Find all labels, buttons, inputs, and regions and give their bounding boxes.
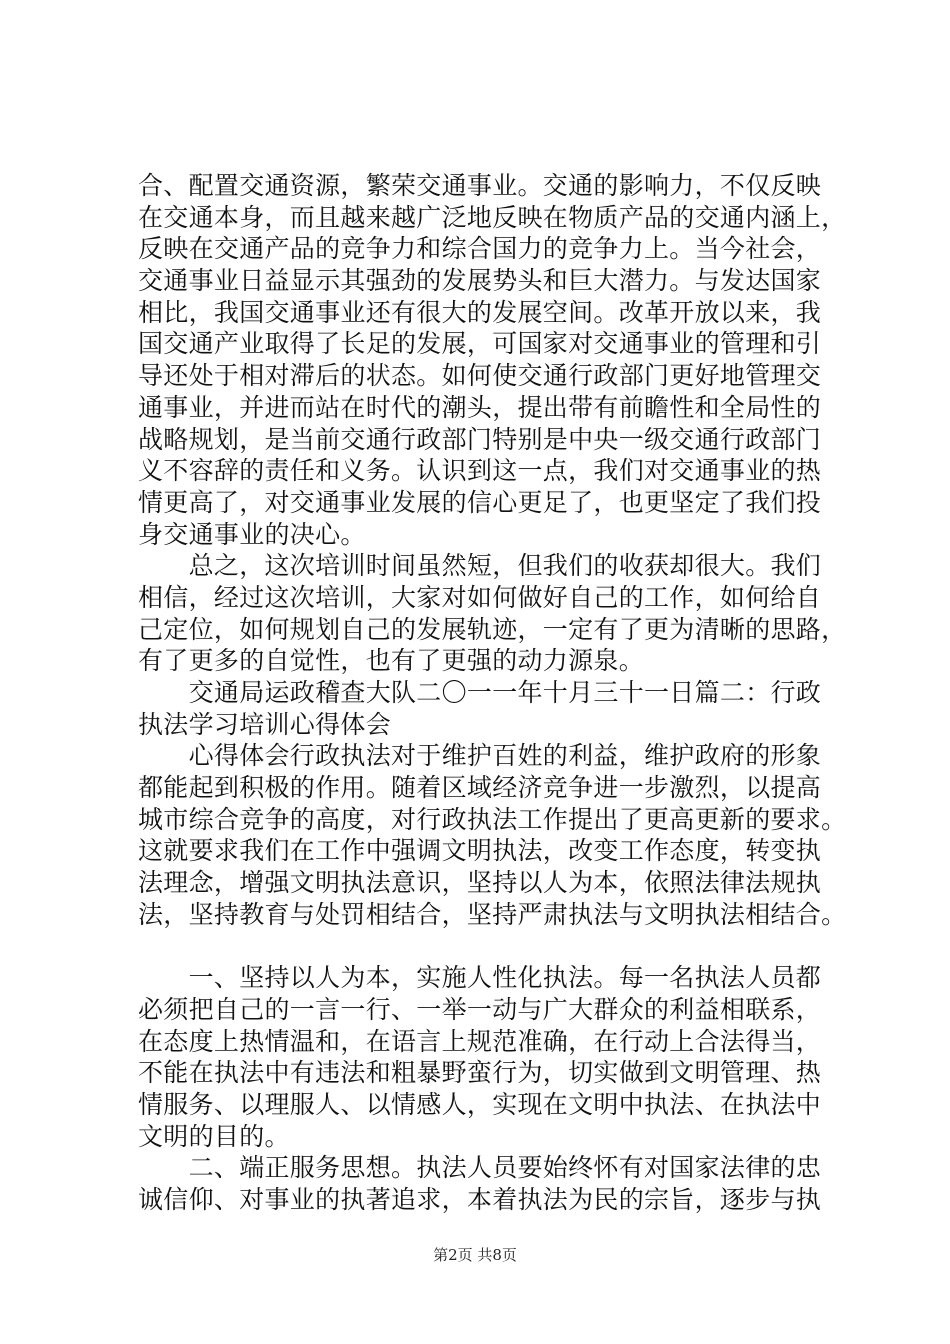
text-line: 城市综合竞争的高度，对行政执法工作提出了更高更新的要求。 (138, 804, 847, 834)
text-line: 法理念，增强文明执法意识，坚持以人为本，依照法律法规执 (138, 868, 822, 898)
text-line: 在态度上热情温和，在语言上规范准确，在行动上合法得当， (138, 1026, 822, 1056)
text-line: 诚信仰、对事业的执著追求，本着执法为民的宗旨，逐步与执 (138, 1185, 822, 1214)
text-line: 情服务、以理服人、以情感人，实现在文明中执法、在执法中 (138, 1089, 822, 1119)
paragraph-3 (138, 677, 828, 740)
text-line: 总之，这次培训时间虽然短，但我们的收获却很大。我们 (138, 551, 822, 581)
text-line: 执法学习培训心得体会 (138, 709, 392, 739)
text-line: 情更高了，对交通事业发展的信心更足了，也更坚定了我们投 (138, 487, 822, 517)
paragraph-6 (138, 1152, 828, 1215)
paragraph-1 (138, 170, 847, 550)
text-line: 必须把自己的一言一行、一举一动与广大群众的利益相联系， (138, 994, 822, 1024)
text-line: 反映在交通产品的竞争力和综合国力的竞争力上。当今社会， (138, 234, 822, 264)
text-line: 在交通本身，而且越来越广泛地反映在物质产品的交通内涵上， (138, 202, 847, 232)
text-line: 一、坚持以人为本，实施人性化执法。每一名执法人员都 (138, 963, 822, 993)
paragraph-5 (138, 962, 828, 1152)
text-line: 不能在执法中有违法和粗暴野蛮行为，切实做到文明管理、热 (138, 1058, 822, 1088)
text-line: 有了更多的自觉性，也有了更强的动力源泉。 (138, 646, 645, 676)
text-line: 都能起到积极的作用。随着区域经济竞争进一步激烈，以提高 (138, 773, 822, 803)
text-line: 国交通产业取得了长足的发展，可国家对交通事业的管理和引 (138, 329, 822, 359)
text-line: 二、端正服务思想。执法人员要始终怀有对国家法律的忠 (138, 1153, 822, 1183)
text-line: 法，坚持教育与处罚相结合，坚持严肃执法与文明执法相结合。 (138, 899, 847, 929)
text-line: 交通局运政稽查大队二〇一一年十月三十一日篇二：行政 (138, 678, 822, 707)
text-line: 相信，经过这次培训，大家对如何做好自己的工作，如何给自 (138, 582, 822, 612)
text-line: 战略规划，是当前交通行政部门特别是中央一级交通行政部门 (138, 424, 822, 454)
text-line: 心得体会行政执法对于维护百姓的利益，维护政府的形象 (138, 741, 822, 771)
text-line: 导还处于相对滞后的状态。如何使交通行政部门更好地管理交 (138, 361, 822, 391)
text-line: 身交通事业的决心。 (138, 519, 366, 549)
document-body (138, 170, 847, 1216)
text-line: 通事业，并进而站在时代的潮头，提出带有前瞻性和全局性的 (138, 392, 822, 422)
text-line: 相比，我国交通事业还有很大的发展空间。改革开放以来，我 (138, 297, 822, 327)
paragraph-2 (138, 550, 847, 677)
page-number-footer: 第2页 共8页 (433, 1246, 517, 1264)
text-line: 文明的目的。 (138, 1121, 290, 1151)
text-line: 合、配置交通资源，繁荣交通事业。交通的影响力，不仅反映 (138, 171, 822, 200)
paragraph-4 (138, 740, 847, 930)
blank-line (138, 931, 828, 963)
text-line: 交通事业日益显示其强劲的发展势头和巨大潜力。与发达国家 (138, 266, 822, 296)
text-line: 义不容辞的责任和义务。认识到这一点，我们对交通事业的热 (138, 456, 822, 486)
text-line: 这就要求我们在工作中强调文明执法，改变工作态度，转变执 (138, 836, 822, 866)
text-line: 己定位，如何规划自己的发展轨迹，一定有了更为清晰的思路， (138, 614, 847, 644)
